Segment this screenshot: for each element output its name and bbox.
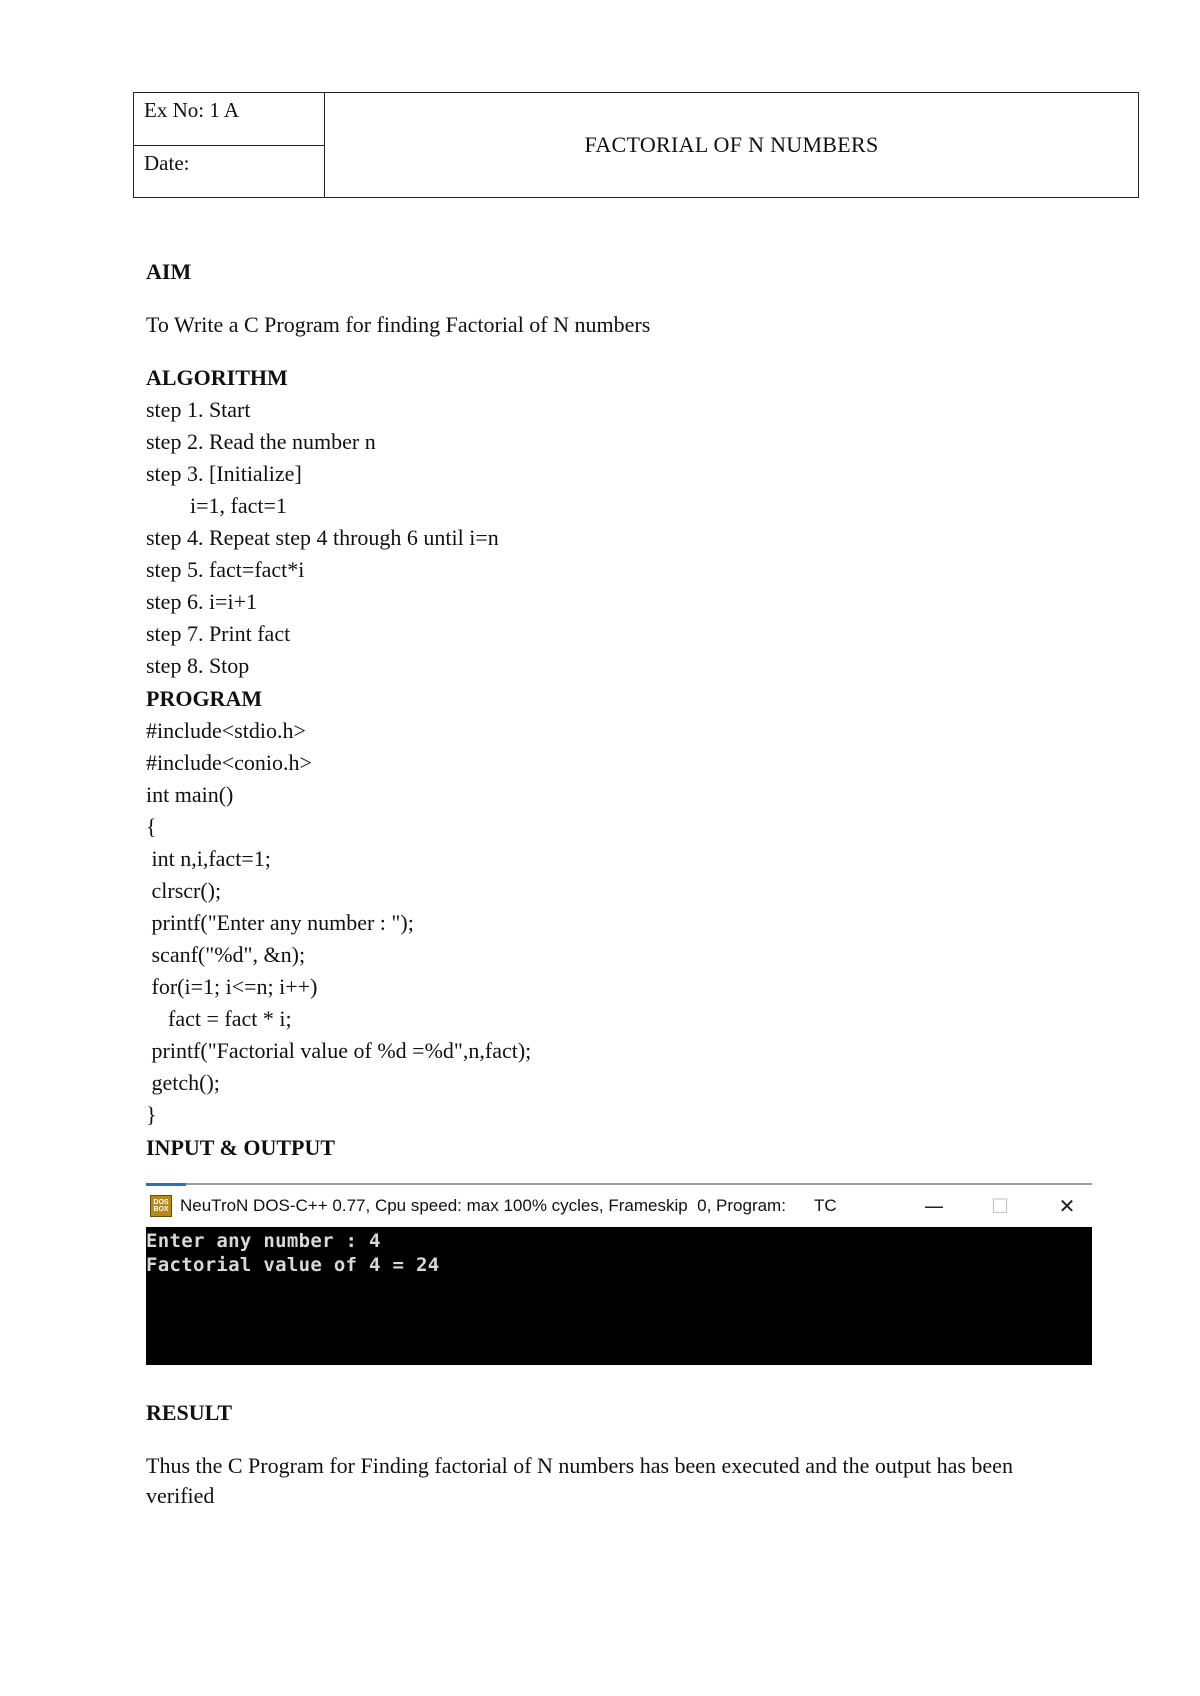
maximize-button[interactable]: ☐ — [991, 1194, 1009, 1218]
window-title: NeuTroN DOS-C++ 0.77, Cpu speed: max 100% cycles, Frameskip 0, Program: TC — [180, 1196, 837, 1215]
code-line: getch(); — [146, 1070, 220, 1095]
algorithm-step: step 3. [Initialize] — [146, 461, 302, 486]
close-button[interactable]: ✕ — [1058, 1194, 1076, 1218]
code-line: #include<conio.h> — [146, 750, 312, 775]
code-line: clrscr(); — [146, 878, 222, 903]
code-line: scanf("%d", &n); — [146, 942, 306, 967]
code-line: printf("Factorial value of %d =%d",n,fact); — [146, 1038, 532, 1063]
date-cell: Date: — [134, 145, 324, 198]
algorithm-heading: ALGORITHM — [146, 365, 288, 390]
algorithm-steps — [146, 394, 499, 682]
algorithm-step: i=1, fact=1 — [146, 493, 287, 518]
code-line: fact = fact * i; — [146, 1006, 292, 1031]
terminal-line: Factorial value of 4 = 24 — [146, 1254, 440, 1276]
code-line: for(i=1; i<=n; i++) — [146, 974, 318, 999]
code-line: printf("Enter any number : "); — [146, 910, 414, 935]
result-heading: RESULT — [146, 1400, 233, 1425]
algorithm-step: step 2. Read the number n — [146, 429, 376, 454]
terminal-screen[interactable] — [146, 1227, 1092, 1365]
io-heading: INPUT & OUTPUT — [146, 1135, 336, 1160]
dosbox-window — [146, 1183, 1092, 1365]
code-line: int n,i,fact=1; — [146, 846, 271, 871]
header-table — [133, 92, 1139, 198]
program-heading: PROGRAM — [146, 686, 263, 711]
program-code — [146, 715, 531, 1131]
algorithm-step: step 7. Print fact — [146, 621, 291, 646]
experiment-title: FACTORIAL OF N NUMBERS — [584, 132, 879, 157]
terminal-line: Enter any number : 4 — [146, 1230, 381, 1252]
minimize-button[interactable]: — — [924, 1194, 944, 1218]
ex-no-cell: Ex No: 1 A — [144, 98, 240, 122]
code-line: int main() — [146, 782, 234, 807]
algorithm-step: step 8. Stop — [146, 653, 250, 678]
aim-text: To Write a C Program for finding Factorial of N numbers — [146, 312, 651, 337]
algorithm-step: step 5. fact=fact*i — [146, 557, 305, 582]
code-line: #include<stdio.h> — [146, 718, 306, 743]
algorithm-step: step 1. Start — [146, 397, 251, 422]
result-text: Thus the C Program for Finding factorial of N numbers has been executed and the output has been verified — [146, 1453, 1013, 1508]
dosbox-icon-text: DOS BOX — [153, 1199, 169, 1213]
header-left-column — [134, 93, 325, 197]
code-line: } — [146, 1102, 157, 1127]
algorithm-step: step 6. i=i+1 — [146, 589, 257, 614]
algorithm-step: step 4. Repeat step 4 through 6 until i=n — [146, 525, 499, 550]
aim-heading: AIM — [146, 259, 192, 284]
code-line: { — [146, 814, 157, 839]
dosbox-icon — [150, 1195, 172, 1217]
